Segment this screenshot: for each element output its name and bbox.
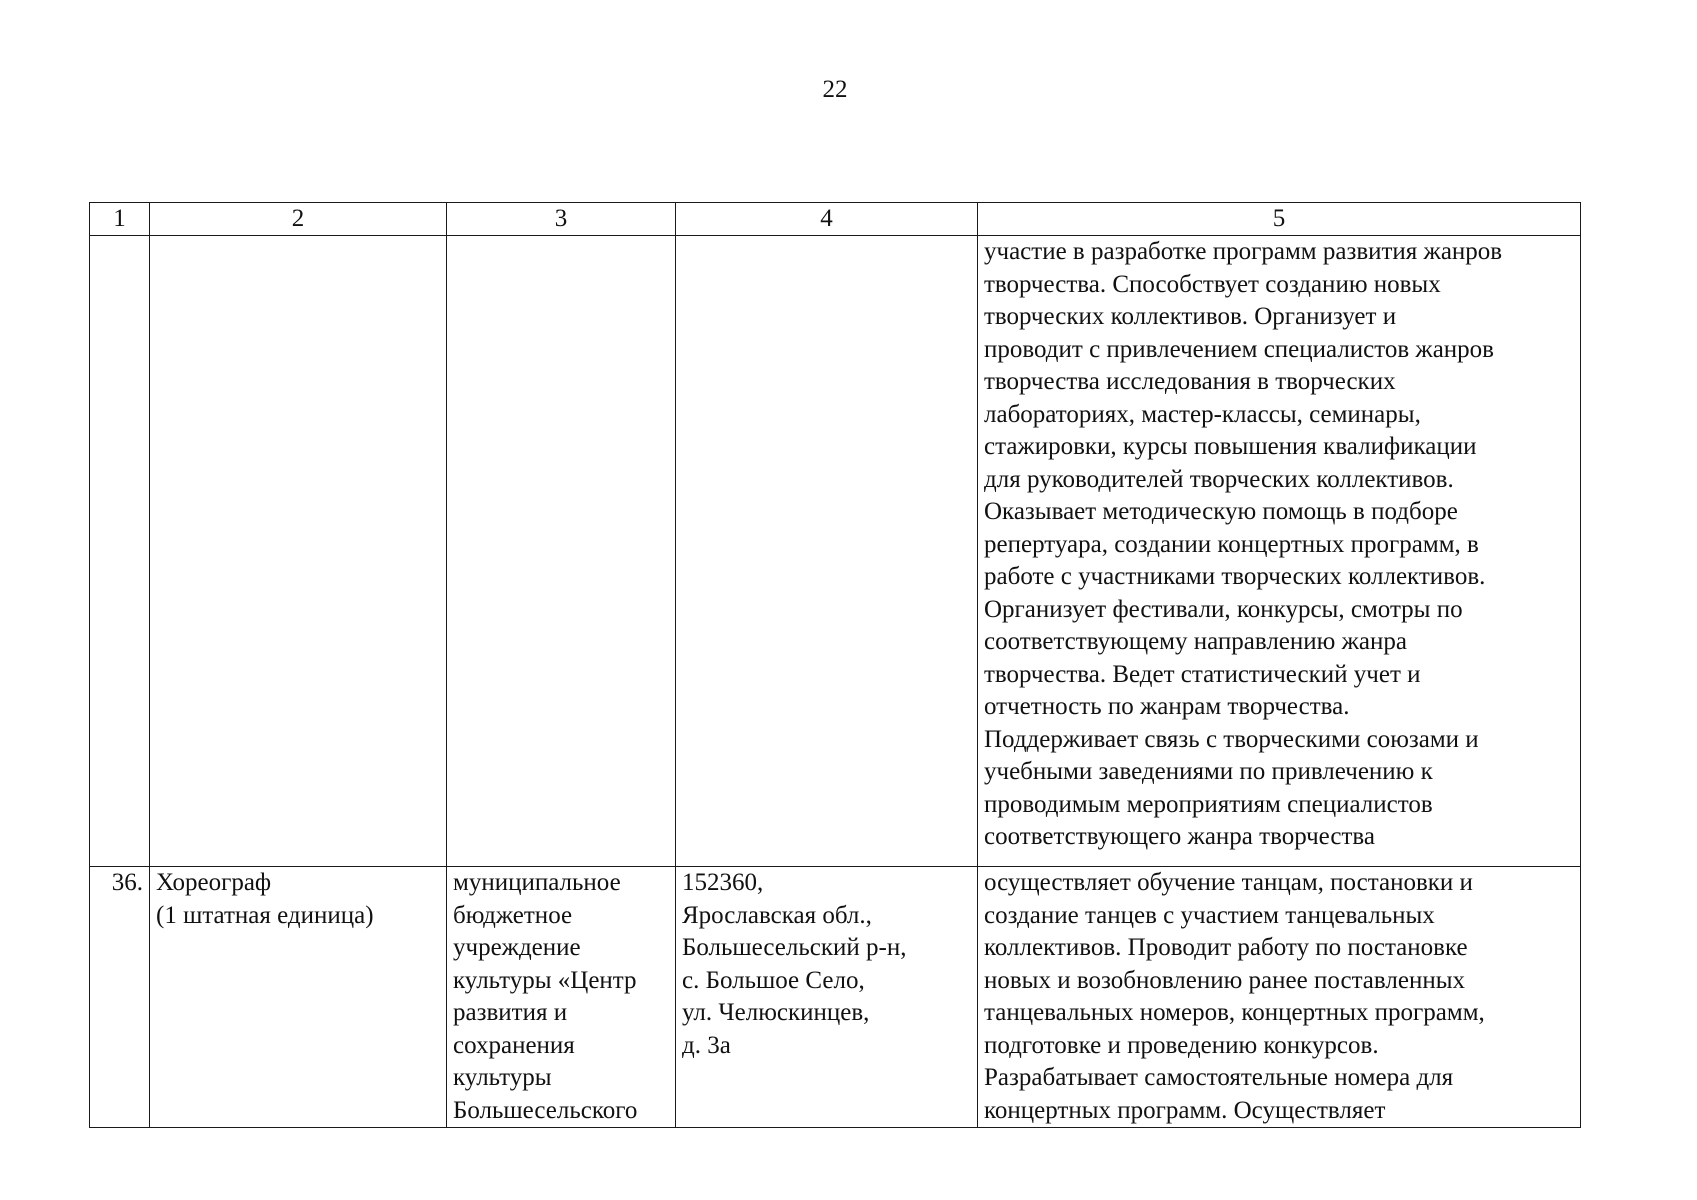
cell-institution: муниципальное бюджетное учреждение культуры «Центр развития и сохранения культуры Большесельского — [447, 867, 676, 1128]
cell-number — [90, 236, 150, 867]
page-number: 22 — [822, 76, 848, 103]
cell-number: 36. — [90, 867, 150, 1128]
cell-duties: участие в разработке программ развития жанров творчества. Способствует созданию новых творческих коллективов. Организует и проводит с привлечением специалистов жанров творчества исследования в творческих лабораториях, мастер-классы, семинары, стажировки, курсы повышения квалификации для руководителей творческих коллективов. Оказывает методическую помощь в подборе репертуара, создании концертных программ, в работе с участниками творческих коллективов. Организует фестивали, конкурсы, смотры по соответствующему направлению жанра творчества. Ведет статистический учет и отчетность по жанрам творчества. Поддерживает связь с творческими союзами и учебными заведениями по привлечению к проводимым мероприятиям специалистов соответствующего жанра творчества — [978, 236, 1581, 867]
cell-position: Хореограф (1 штатная единица) — [150, 867, 447, 1128]
table-row-36 — [90, 867, 1581, 1128]
table-header-row — [90, 203, 1581, 236]
header-col-2: 2 — [150, 203, 447, 236]
positions-table — [89, 202, 1581, 1128]
cell-duties: осуществляет обучение танцам, постановки и создание танцев с участием танцевальных коллективов. Проводит работу по постановке новых и возобновлению ранее поставленных танцевальных номеров, концертных программ, подготовке и проведению конкурсов. Разрабатывает самостоятельные номера для концертных программ. Осуществляет — [978, 867, 1581, 1128]
cell-institution — [447, 236, 676, 867]
cell-address: 152360, Ярославская обл., Большесельский р-н, с. Большое Село, ул. Челюскинцев, д. 3а — [676, 867, 978, 1128]
cell-address — [676, 236, 978, 867]
table-row-continuation — [90, 236, 1581, 867]
header-col-5: 5 — [978, 203, 1581, 236]
header-col-3: 3 — [447, 203, 676, 236]
header-col-4: 4 — [676, 203, 978, 236]
header-col-1: 1 — [90, 203, 150, 236]
cell-position — [150, 236, 447, 867]
